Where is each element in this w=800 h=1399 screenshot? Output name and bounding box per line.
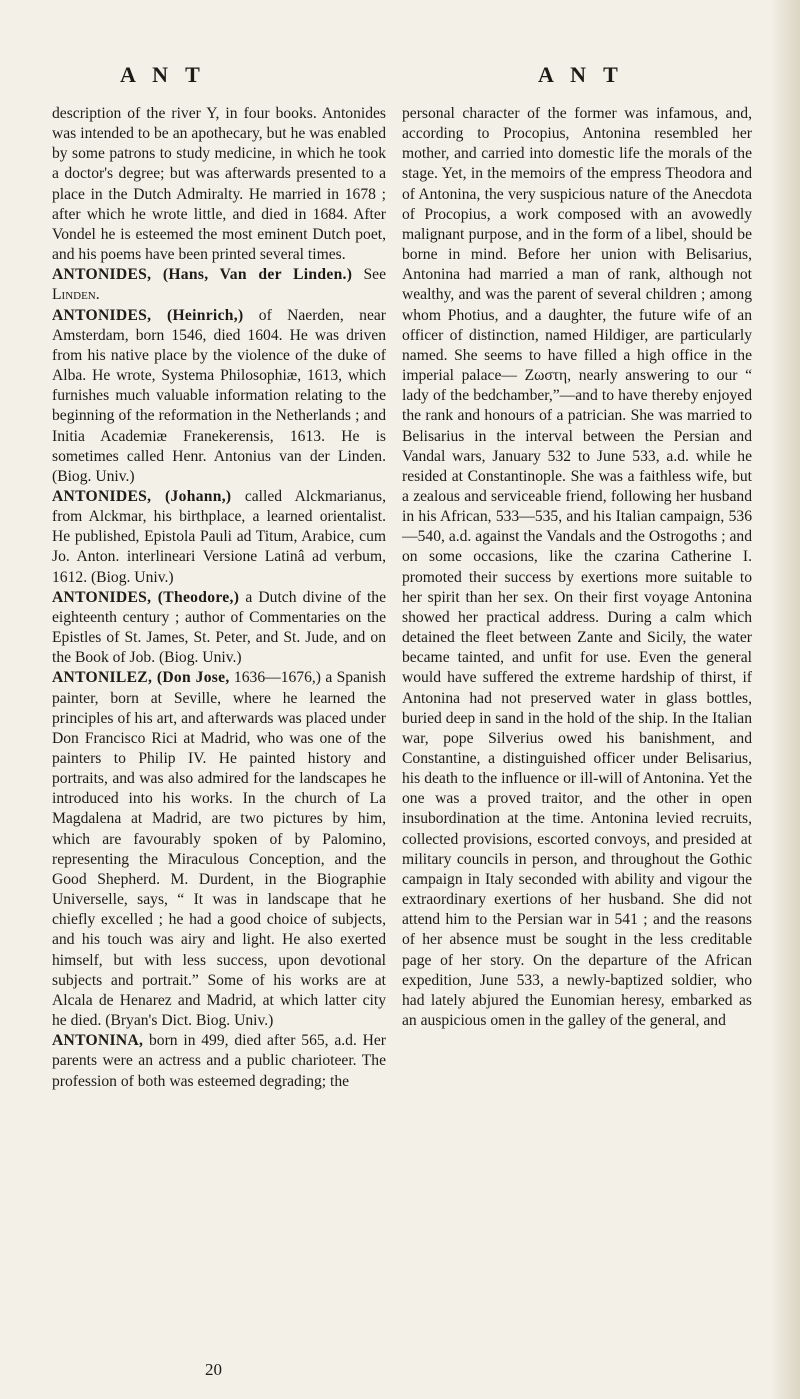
- entry-text: 1636—1676,) a Spanish painter, born at Seville, where he learned the principles of his art, and afterwards was placed under Don Francisco Rici at Madrid, who was one of the painters to Philip IV. He painted history and portraits, and was also admired for the landscapes he introduced into his works. In the church of La Magdalena at Madrid, are two pictures by him, which are favourably spoken of by Palomino, representing the Miraculous Conception, and the Good Shepherd. M. Durdent, in the Biographie Universelle, says, “ It was in landscape that he chiefly excelled ; he had a good choice of subjects, and his touch was airy and light. He also exerted himself, but with less success, upon devotional subjects and portrait.” Some of his works are at Alcala de Henarez and Madrid, at which latter city he died. (Bryan's Dict. Biog. Univ.): [52, 669, 386, 1030]
- entry-headword: ANTONIDES, (Hans, Van der Linden.): [52, 266, 353, 284]
- entry-headword: ANTONIDES, (Johann,): [52, 487, 232, 505]
- entry-text: born in 499, died after 565, a.d. Her parents were an actress and a public charioteer. The profession of both was esteemed degrading; the: [52, 1032, 386, 1090]
- entry-headword: ANTONILEZ, (Don Jose,: [52, 669, 230, 687]
- entry-headword: ANTONINA,: [52, 1032, 144, 1050]
- entry-antonilez: [52, 668, 386, 1031]
- entry-headword: ANTONIDES, (Heinrich,): [52, 306, 244, 324]
- running-head-right: A N T: [538, 62, 624, 87]
- entry-antonides-johann: [52, 487, 386, 588]
- entry-antonides-hans: [52, 265, 386, 305]
- entry-text: a Dutch divine of the eighteenth century ; author of Commentaries on the Epistles of St. James, St. Peter, and St. Jude, and on the Book of Job. (Biog. Univ.): [52, 588, 386, 667]
- paragraph-continued: description of the river Y, in four books. Antonides was intended to be an apothecary, but he was enabled by some patrons to study medicine, in which he took a doctor's degree; but was afterwards presented to a place in the Dutch Admiralty. He married in 1678 ; after which he wrote little, and died in 1684. After Vondel he is esteemed the most eminent Dutch poet, and his poems have been printed several times.: [52, 105, 386, 264]
- entry-text: See: [352, 266, 386, 284]
- entry-antonina: [52, 1031, 386, 1091]
- paragraph-continued: personal character of the former was infamous, and, according to Procopius, Antonina resembled her mother, and carried into domestic life the morals of the stage. Yet, in the memoirs of the empress Theodora and of Antonina, the very suspicious nature of the Anecdota of Procopius, a work composed with an avowedly malignant purpose, and in the form of a libel, should be borne in mind. Before her union with Belisarius, Antonina had married a man of rank, although not wealthy, and was the parent of several children ; among whom Photius, and a daughter, the future wife of an officer of distinction, named Hildiger, are particularly named. She seems to have filled a high office in the imperial palace— Ζωστη, nearly answering to our “ lady of the bedchamber,”—and to have thereby enjoyed the rank and honours of a patrician. She was married to Belisarius in the interval between the Persian and Vandal wars, January 532 to June 533, a.d. while he resided at Constantinople. She was a faithless wife, but a zealous and serviceable friend, following her husband in his African, 533—535, and his Italian campaign, 536—540, a.d. against the Vandals and the Ostrogoths ; and on some occasions, like the czarina Catherine I. promoted their success by exertions more suitable to her spirit than her sex. On their first voyage Antonina showed her practical address. During a calm which detained the fleet between Zante and Sicily, the water became tainted, and unfit for use. Even the general would have suffered the extreme hardship of thirst, if Antonina had not preserved water in glass bottles, buried deep in sand in the hold of the ship. In the Italian war, pope Silverius owed his banishment, and Constantine, a distinguished officer under Belisarius, his death to the influence or ill-will of Antonina. Yet the one was a proved traitor, and the other in open insubordination at the time. Antonina levied recruits, collected provisions, escorted convoys, and presided at military councils in person, and throughout the Gothic campaign in Italy seconded with ability and vigour the extraordinary exertions of her husband. She did not attend him to the Persian war in 541 ; and the reasons of her absence must be sought in the less creditable page of her story. On the departure of the African expedition, June 533, a newly-baptized soldier, who had lately abjured the Eunomian heresy, embarked as an auspicious omen in the galley of the general, and: [402, 105, 752, 1030]
- entry-antonides-heinrich: [52, 306, 386, 487]
- entry-text: called Alckmarianus, from Alckmar, his birthplace, a learned orientalist. He published, Epistola Pauli ad Titum, Arabice, cum Jo. Anton. interlineari Versione Latinâ ad verbum, 1612. (Biog. Univ.): [52, 487, 386, 586]
- cross-reference-link[interactable]: Linden.: [52, 286, 100, 304]
- page-number: 20: [205, 1360, 222, 1379]
- running-head-left: A N T: [120, 62, 206, 87]
- entry-antonides-theodore: [52, 588, 386, 669]
- entry-headword: ANTONIDES, (Theodore,): [52, 588, 240, 606]
- right-column: [402, 104, 752, 1031]
- entry-text: of Naerden, near Amsterdam, born 1546, died 1604. He was driven from his native place by the violence of the duke of Alba. He wrote, Systema Philosophiæ, 1613, which furnishes much valuable information relating to the beginning of the reformation in the Netherlands ; and Initia Academiæ Franekerensis, 1613. He is sometimes called Henr. Antonius van der Linden. (Biog. Univ.): [52, 306, 386, 485]
- left-column: [52, 104, 386, 1092]
- page-edge-shadow: [770, 0, 800, 1399]
